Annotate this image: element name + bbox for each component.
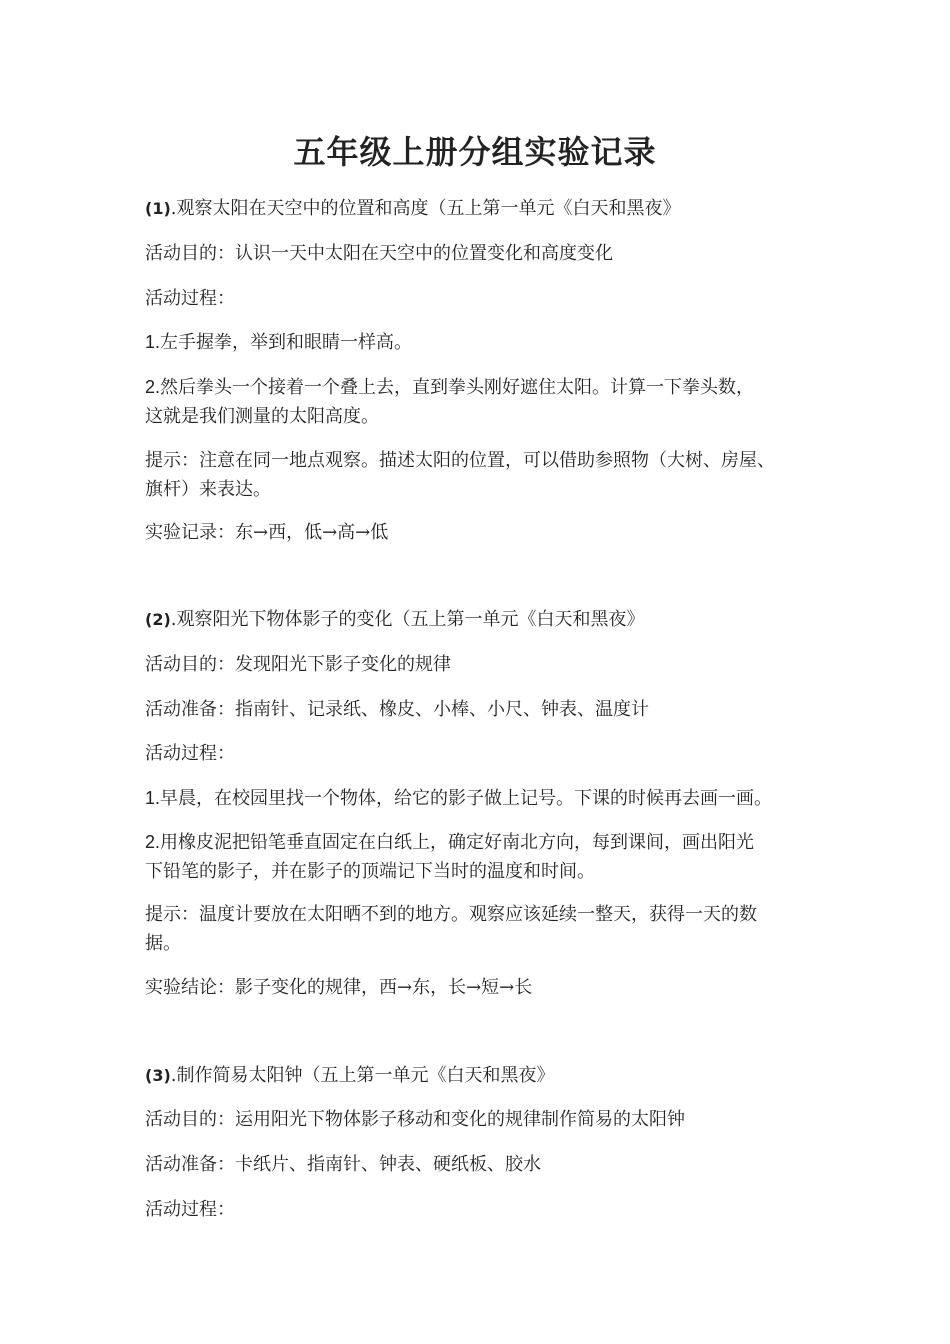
section-2-heading-text: .观察阳光下物体影子的变化（五上第一单元《白天和黑夜》 — [170, 609, 645, 630]
section-2-number: (2) — [145, 610, 171, 629]
section-2-process-label: 活动过程： — [145, 743, 235, 764]
section-2-prep: 活动准备：指南针、记录纸、橡皮、小棒、小尺、钟表、温度计 — [145, 699, 649, 720]
section-1-heading-text: .观察太阳在天空中的位置和高度（五上第一单元《白天和黑夜》 — [170, 198, 681, 219]
section-2-tip — [145, 900, 817, 958]
section-1-step-2 — [145, 373, 817, 431]
section-2-step-2 — [145, 828, 817, 886]
section-2-heading — [145, 605, 817, 634]
section-2-tip-line-1: 提示：温度计要放在太阳晒不到的地方。观察应该延续一整天，获得一天的数 — [145, 904, 757, 925]
section-3-heading-text: .制作简易太阳钟（五上第一单元《白天和黑夜》 — [170, 1065, 555, 1086]
section-3-prep: 活动准备：卡纸片、指南针、钟表、硬纸板、胶水 — [145, 1154, 541, 1175]
section-1-tip-line-1: 提示：注意在同一地点观察。描述太阳的位置，可以借助参照物（大树、房屋、 — [145, 450, 775, 471]
section-3-number: (3) — [145, 1066, 171, 1085]
section-1-step-2-text-line-2: 这就是我们测量的太阳高度。 — [145, 406, 379, 427]
section-2-step-1-number: 1. — [145, 788, 161, 808]
section-2-step-1-text: 早晨，在校园里找一个物体，给它的影子做上记号。下课的时候再去画一画。 — [160, 788, 773, 809]
section-1-purpose: 活动目的：认识一天中太阳在天空中的位置变化和高度变化 — [145, 243, 613, 264]
section-2-step-2-text-line-2: 下铅笔的影子，并在影子的顶端记下当时的温度和时间。 — [145, 861, 595, 882]
section-1-process-label: 活动过程： — [145, 288, 235, 309]
section-1-heading — [145, 194, 817, 223]
section-2-step-2-text-line-1: 用橡皮泥把铅笔垂直固定在白纸上，确定好南北方向，每到课间，画出阳光 — [160, 832, 755, 853]
section-1-tip — [145, 446, 817, 504]
section-2-purpose: 活动目的：发现阳光下影子变化的规律 — [145, 654, 451, 675]
section-1-step-1-text: 左手握拳，举到和眼睛一样高。 — [160, 332, 413, 353]
section-1-step-2-number: 2. — [145, 377, 161, 397]
section-3-process-label: 活动过程： — [145, 1199, 235, 1220]
section-3-heading — [145, 1061, 817, 1090]
section-1-step-1 — [145, 328, 817, 357]
section-3-purpose: 活动目的：运用阳光下物体影子移动和变化的规律制作简易的太阳钟 — [145, 1109, 685, 1130]
section-1-record: 实验记录：东→西，低→高→低 — [145, 522, 389, 543]
section-1-step-2-text-line-1: 然后拳头一个接着一个叠上去，直到拳头刚好遮住太阳。计算一下拳头数， — [160, 377, 755, 398]
section-2-step-2-number: 2. — [145, 832, 161, 852]
section-2-conclusion: 实验结论：影子变化的规律，西→东，长→短→长 — [145, 977, 533, 998]
section-1-number: (1) — [145, 199, 171, 218]
section-2-step-1 — [145, 784, 817, 813]
document-title: 五年级上册分组实验记录 — [293, 133, 657, 171]
section-1-step-1-number: 1. — [145, 332, 161, 352]
section-1-tip-line-2: 旗杆）来表达。 — [145, 479, 271, 500]
section-2-tip-line-2: 据。 — [145, 933, 181, 954]
